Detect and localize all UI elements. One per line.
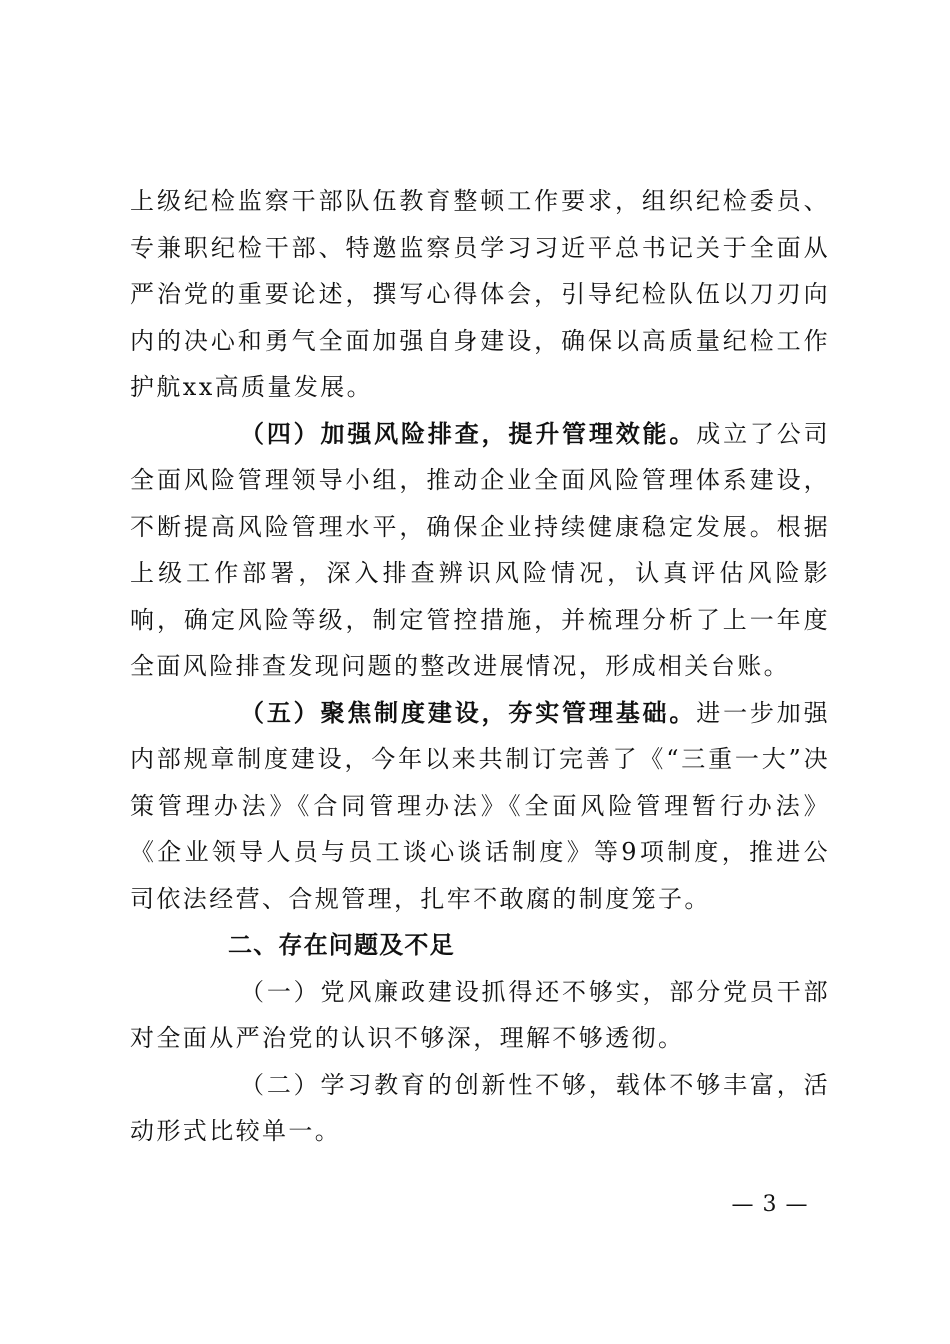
- paragraph-lead: （四）加强风险排查，提升管理效能。: [240, 418, 697, 448]
- paragraph-lead: （五）聚焦制度建设，夯实管理基础。: [240, 697, 697, 727]
- issue-item-1: （一）党风廉政建设抓得还不够实，部分党员干部对全面从严治党的认识不够深，理解不够透彻。: [130, 977, 830, 1052]
- paragraph-text: 进一步加强内部规章制度建设，今年以来共制订完善了《“三重一大”决策管理办法》《合同管理办法》《全面风险管理暂行办法》《企业领导人员与员工谈心谈话制度》等9项制度，推进公司依法经营、合规管理，扎牢不敢腐的制度笼子。: [130, 698, 830, 913]
- paragraph-institution-building: [130, 690, 830, 923]
- paragraph-text: 成立了公司全面风险管理领导小组，推动企业全面风险管理体系建设，不断提高风险管理水平，确保企业持续健康稳定发展。根据上级工作部署，深入排查辨识风险情况，认真评估风险影响，确定风险等级，制定管控措施，并梳理分析了上一年度全面风险排查发现问题的整改进展情况，形成相关台账。: [130, 419, 830, 680]
- paragraph-risk-management: [130, 411, 830, 690]
- paragraph-continuation: [130, 178, 830, 411]
- page-number: — 3 —: [731, 1192, 809, 1217]
- document-body: [130, 178, 830, 1155]
- section-heading: 二、存在问题及不足: [228, 931, 455, 959]
- paragraph-text: 上级纪检监察干部队伍教育整顿工作要求，组织纪检委员、专兼职纪检干部、特邀监察员学习习近平总书记关于全面从严治党的重要论述，撰写心得体会，引导纪检队伍以刀刃向内的决心和勇气全面加强自身建设，确保以高质量纪检工作护航xx高质量发展。: [130, 187, 830, 401]
- issue-item-2: （二）学习教育的创新性不够，载体不够丰富，活动形式比较单一。: [130, 1070, 830, 1145]
